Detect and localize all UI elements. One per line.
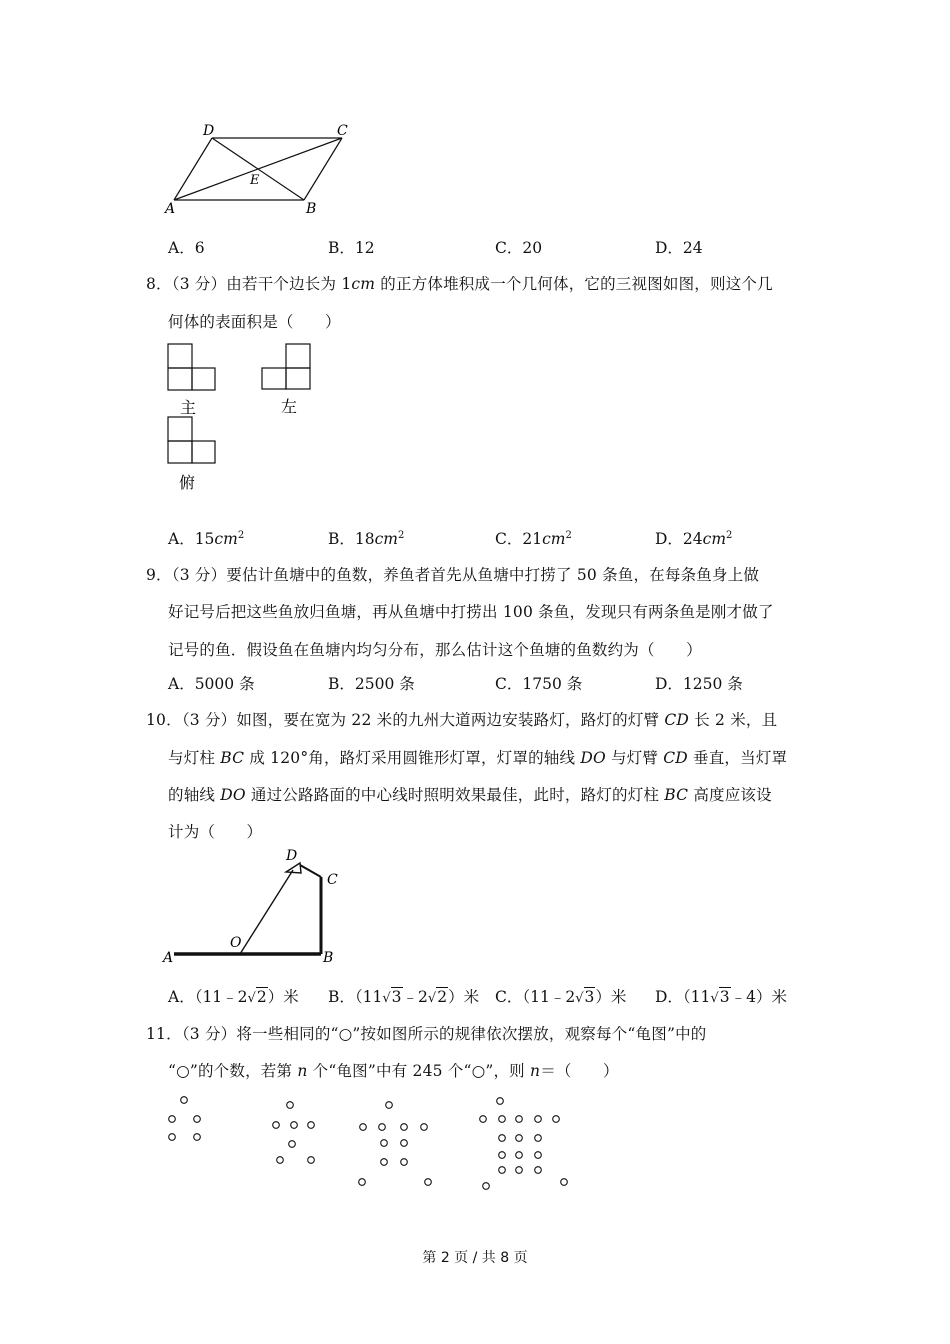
- turtle-1-circle: [169, 1134, 176, 1141]
- turtle-4-circle: [516, 1167, 523, 1174]
- q10-text-line1: 10．（3 分）如图，要在宽为 22 米的九州大道两边安装路灯，路灯的灯臂 CD 长 2 米，且: [146, 711, 778, 729]
- turtle-4-circle: [535, 1152, 542, 1159]
- q7-option-d[interactable]: D．24: [655, 239, 703, 257]
- turtle-4-circle: [499, 1135, 506, 1142]
- q7-option-a[interactable]: A．6: [168, 239, 205, 257]
- turtle-3-circle: [381, 1140, 388, 1147]
- turtle-3-circle: [386, 1102, 393, 1109]
- turtle-4-circle: [553, 1116, 560, 1123]
- turtle-2-circle: [291, 1122, 298, 1129]
- label-c: C: [327, 872, 338, 888]
- turtle-4-circle: [497, 1098, 504, 1105]
- q9-option-d[interactable]: D．1250 条: [655, 675, 743, 693]
- left-view-label: 左: [281, 397, 298, 416]
- q9-option-b[interactable]: B．2500 条: [328, 675, 415, 693]
- turtle-2-circle: [308, 1157, 315, 1164]
- turtle-4-circle: [516, 1135, 523, 1142]
- label-e: E: [250, 173, 260, 188]
- turtle-2-circle: [289, 1141, 296, 1148]
- page-footer: 第 2 页 / 共 8 页: [422, 1250, 528, 1266]
- turtle-2-circle: [308, 1122, 315, 1129]
- side-da: [174, 138, 212, 200]
- turtle-1-circle: [169, 1116, 176, 1123]
- street-lamp-figure: [160, 845, 360, 970]
- q10-text-line2: 与灯柱 BC 成 120°角，路灯采用圆锥形灯罩，灯罩的轴线 DO 与灯臂 CD 垂直，当灯罩: [168, 749, 788, 767]
- turtle-4-circle: [499, 1116, 506, 1123]
- turtle-2-circle: [287, 1102, 294, 1109]
- q10-text-line3: 的轴线 DO 通过公路路面的中心线时照明效果最佳，此时，路灯的灯柱 BC 高度应该设: [168, 786, 772, 804]
- q7-option-b[interactable]: B．12: [328, 239, 375, 257]
- q11-text-line1: 11．（3 分）将一些相同的“○”按如图所示的规律依次摆放，观察每个“龟图”中的: [146, 1025, 707, 1043]
- diagonal-db: [212, 138, 304, 200]
- turtle-4-circle: [499, 1167, 506, 1174]
- turtle-1-circle: [194, 1134, 201, 1141]
- turtle-3-circle: [401, 1140, 408, 1147]
- q11-text-line2: “○”的个数，若第 n 个“龟图”中有 245 个“○”，则 n＝（ ）: [168, 1062, 619, 1080]
- turtle-4-circle: [535, 1135, 542, 1142]
- q10-option-d[interactable]: D．（11√3﹣4）米: [655, 988, 787, 1006]
- turtle-3-circle: [425, 1179, 432, 1186]
- q8-option-c[interactable]: C．$21cm^2$: [495, 529, 572, 548]
- turtle-4-circle: [480, 1116, 487, 1123]
- turtle-3-circle: [421, 1124, 428, 1131]
- turtle-patterns-figure: [160, 1088, 580, 1198]
- turtle-4-circle: [483, 1183, 490, 1190]
- q9-text-line3: 记号的鱼．假设鱼在鱼塘内均匀分布，那么估计这个鱼塘的鱼数约为（ ）: [168, 641, 702, 659]
- turtle-3-circle: [401, 1159, 408, 1166]
- lamp-shade: [286, 863, 301, 873]
- parallelogram-figure: [160, 118, 360, 218]
- turtle-3-circle: [360, 1124, 367, 1131]
- turtle-2-circle: [273, 1122, 280, 1129]
- q8-text-line1: 8．（3 分）由若干个边长为 1cm 的正方体堆积成一个几何体，它的三视图如图，则这个几: [146, 275, 773, 293]
- q8-text-line2: 何体的表面积是（ ）: [168, 313, 341, 331]
- q10-option-a[interactable]: A．（11﹣2√2）米: [168, 988, 299, 1006]
- front-view: [168, 344, 215, 390]
- front-view-label: 主: [180, 398, 197, 417]
- turtle-4-circle: [499, 1152, 506, 1159]
- turtle-3-circle: [359, 1179, 366, 1186]
- label-b: B: [306, 201, 317, 217]
- q10-option-c[interactable]: C．（11﹣2√3）米: [495, 988, 627, 1006]
- turtle-4-circle: [516, 1116, 523, 1123]
- turtle-2-circle: [277, 1157, 284, 1164]
- side-cb: [304, 138, 342, 200]
- q8-option-a[interactable]: A．$15cm^2$: [168, 529, 245, 548]
- top-view: [168, 417, 215, 463]
- turtle-dots: [169, 1097, 568, 1190]
- label-d: D: [203, 123, 215, 139]
- label-d: D: [286, 848, 298, 864]
- left-view: [262, 344, 310, 389]
- arm-cd: [300, 865, 321, 877]
- turtle-4-circle: [535, 1167, 542, 1174]
- top-view-label: 俯: [179, 473, 196, 492]
- q7-option-c[interactable]: C．20: [495, 239, 543, 257]
- q10-option-b[interactable]: B．（11√3﹣2√2）米: [328, 988, 480, 1006]
- label-a: A: [165, 201, 176, 217]
- label-a: A: [163, 950, 174, 966]
- three-views-figure: [160, 336, 340, 496]
- label-o: O: [230, 935, 242, 951]
- label-b: B: [323, 950, 334, 966]
- turtle-4-circle: [535, 1116, 542, 1123]
- q9-text-line1: 9．（3 分）要估计鱼塘中的鱼数，养鱼者首先从鱼塘中打捞了 50 条鱼，在每条鱼身上做: [146, 566, 760, 584]
- turtle-1-circle: [181, 1097, 188, 1104]
- q9-text-line2: 好记号后把这些鱼放归鱼塘，再从鱼塘中打捞出 100 条鱼，发现只有两条鱼是刚才做了: [168, 603, 774, 621]
- label-c: C: [337, 123, 348, 139]
- q9-option-a[interactable]: A．5000 条: [168, 675, 255, 693]
- q9-option-c[interactable]: C．1750 条: [495, 675, 583, 693]
- q8-option-d[interactable]: D．$24cm^2$: [655, 529, 733, 548]
- turtle-3-circle: [379, 1124, 386, 1131]
- q10-text-line4: 计为（ ）: [168, 823, 263, 841]
- axis-do: [240, 870, 293, 954]
- turtle-4-circle: [561, 1179, 568, 1186]
- turtle-3-circle: [381, 1159, 388, 1166]
- turtle-3-circle: [401, 1124, 408, 1131]
- turtle-4-circle: [516, 1152, 523, 1159]
- q8-option-b[interactable]: B．$18cm^2$: [328, 529, 405, 548]
- turtle-1-circle: [194, 1116, 201, 1123]
